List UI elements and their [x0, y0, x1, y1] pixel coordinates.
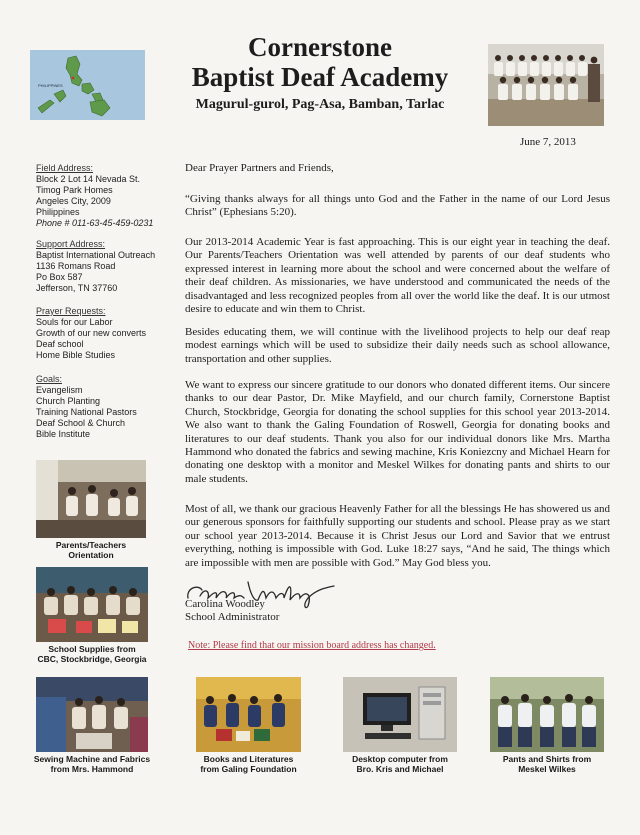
caption-line: Pants and Shirts from: [502, 754, 592, 764]
prayer-request-item: Growth of our new converts: [36, 328, 147, 338]
support-address-heading: Support Address:: [36, 239, 106, 249]
support-address-line: Po Box 587: [36, 272, 83, 282]
sewing-caption: [30, 754, 154, 774]
pants-caption: [486, 754, 608, 774]
caption-line: CBC, Stockbridge, Georgia: [37, 654, 147, 664]
school-supplies-photo: [36, 567, 148, 642]
letter-paragraph-1: [185, 193, 610, 220]
caption-line: Bro. Kris and Michael: [356, 764, 444, 774]
prayer-requests-heading: Prayer Requests:: [36, 306, 106, 316]
field-phone: Phone # 011-63-45-459-0231: [36, 218, 154, 228]
caption-line: from Mrs. Hammond: [50, 764, 134, 774]
goal-item: Bible Institute: [36, 429, 91, 439]
support-address-line: Baptist International Outreach: [36, 250, 156, 260]
caption-line: Sewing Machine and Fabrics: [33, 754, 151, 764]
letter-date: June 7, 2013: [520, 136, 576, 148]
orientation-photo: [36, 460, 146, 538]
field-address-line: Philippines: [36, 207, 80, 217]
books-caption: [186, 754, 311, 774]
orientation-caption: [36, 540, 146, 560]
caption-line: School Supplies from: [48, 644, 136, 654]
prayer-request-item: Souls for our Labor: [36, 317, 113, 327]
support-address-line: 1136 Romans Road: [36, 261, 116, 271]
desktop-caption: [338, 754, 462, 774]
caption-line: Desktop computer from: [352, 754, 448, 764]
goal-item: Church Planting: [36, 396, 101, 406]
paragraph-text: “Giving thanks always for all things unto God and the Father in the name of our Lord Jesus Christ” (Ephesians 5:20).: [185, 193, 610, 219]
books-photo: [196, 677, 301, 752]
map-label: PHILIPPINES: [38, 83, 63, 88]
prayer-request-item: Home Bible Studies: [36, 350, 116, 360]
field-address-line: Angeles City, 2009: [36, 196, 111, 206]
letter-greeting: Dear Prayer Partners and Friends,: [185, 162, 334, 174]
caption-line: Orientation: [68, 550, 114, 560]
letter-paragraph-4: [185, 379, 610, 486]
desktop-photo: [343, 677, 457, 752]
goal-item: Deaf School & Church: [36, 418, 126, 428]
sewing-photo: [36, 677, 148, 752]
field-address-block: [36, 163, 181, 229]
paragraph-text: We want to express our sincere gratitude to our donors who donated different items. Our sincere thanks to our dear Pastor, Dr. Mike Mayfield, and our church family, Cornerstone Baptist Church, Stockbridge, Georgia for donating the school supplies for this school year 2013-2014. We also want to thank the Galing Foundation of Roswell, Georgia for donating books and literatures to our deaf students. Thank you also for our individual donors like Mrs. Martha Hammond who donated the fabrics and sewing machine, Kris Koniezcny and Michael Hearn for donating one desktop with a monitor and Meskel Wilkes for donating pants and shirts to our male students.: [185, 379, 610, 485]
group-photo: [488, 44, 604, 126]
letter-paragraph-2: [185, 236, 610, 316]
signer-name: Carolina Woodley: [185, 598, 265, 610]
philippines-map: [30, 50, 145, 120]
field-address-line: Timog Park Homes: [36, 185, 113, 195]
school-title-line2: Baptist Deaf Academy: [191, 62, 449, 92]
caption-line: Meskel Wilkes: [518, 764, 576, 774]
prayer-requests-block: [36, 306, 181, 361]
address-change-note: Note: Please find that our mission board address has changed.: [188, 640, 436, 651]
letter-paragraph-3: [185, 326, 610, 366]
goals-block: [36, 374, 181, 440]
goal-item: Evangelism: [36, 385, 83, 395]
goal-item: Training National Pastors: [36, 407, 137, 417]
support-address-block: [36, 239, 181, 294]
goals-heading: Goals:: [36, 374, 63, 384]
school-supplies-caption: [36, 644, 148, 664]
support-address-line: Jefferson, TN 37760: [36, 283, 118, 293]
signer-title: School Administrator: [185, 611, 280, 623]
caption-line: from Galing Foundation: [200, 764, 297, 774]
caption-line: Parents/Teachers: [55, 540, 127, 550]
paragraph-text: Most of all, we thank our gracious Heavenly Father for all the blessings He has showered us and our generous sponsors for faithfully supporting our students and school. Please pray as we start our school year 2013-2014. Because it is Christ Jesus our Lord and Savior that we entrust everything, nothing is impossible with God. Luke 18:27 says, “And he said, The things which are impossible with men are possible with God.” May God bless you.: [185, 503, 610, 569]
letter-paragraph-5: [185, 503, 610, 570]
field-address-line: Block 2 Lot 14 Nevada St.: [36, 174, 141, 184]
paragraph-text: Our 2013-2014 Academic Year is fast approaching. This is our eight year in teaching the deaf. Our Parents/Teachers Orientation was well attended by parents of our deaf students who expressed interest in learning more about the school and were concerned about the welfare of their deaf children. As missionaries, we have understood and communicated the needs of the disadvantaged and less recognized peoples from all over the world like the deaf. It is our utmost desire to educate and win them to Christ.: [185, 236, 610, 316]
school-title-line1: Cornerstone: [248, 32, 392, 62]
caption-line: Books and Literatures: [203, 754, 294, 764]
pants-photo: [490, 677, 604, 752]
prayer-request-item: Deaf school: [36, 339, 84, 349]
paragraph-text: Besides educating them, we will continue with the livelihood projects to help our deaf reap modest earnings which will be used to subsidize their daily needs such as school allowance, transportation and other supplies.: [185, 326, 610, 365]
school-address: Magurul-gurol, Pag-Asa, Bamban, Tarlac: [195, 97, 445, 112]
field-address-heading: Field Address:: [36, 163, 94, 173]
